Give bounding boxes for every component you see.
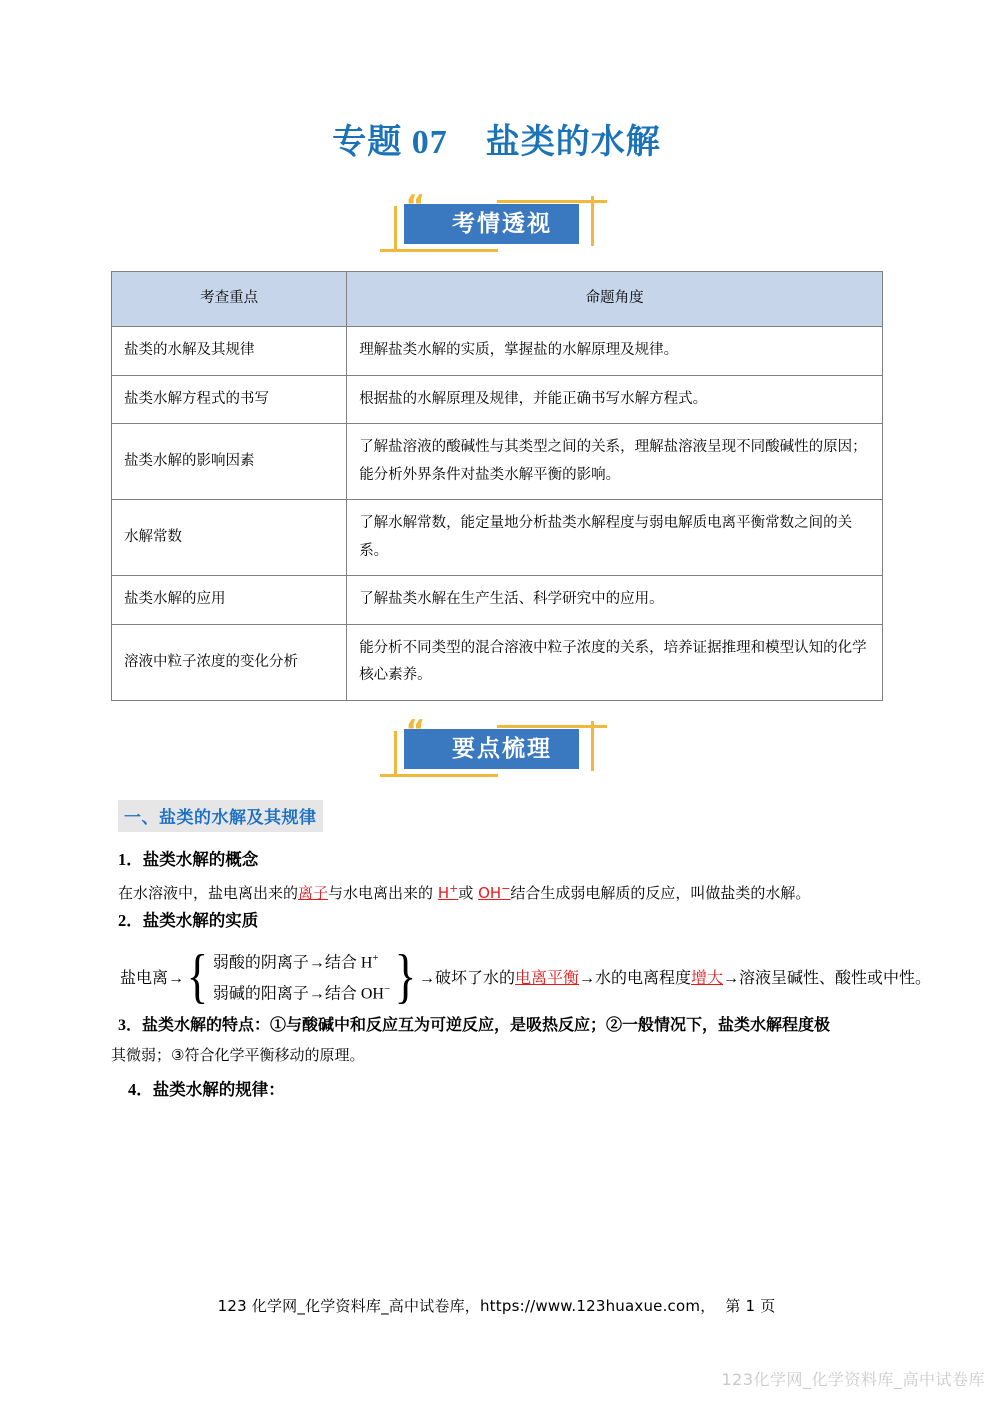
highlight-ion: 离子 (298, 884, 329, 902)
table-row (112, 576, 883, 625)
point-1-text-a: 在水溶液中，盐电离出来的 (118, 884, 299, 902)
formula-tail-b: →水的电离程度 (579, 969, 692, 987)
point-1-text-d: 结合生成弱电解质的反应，叫做盐类的水解。 (510, 884, 811, 902)
badge-label: 考情透视 (452, 210, 552, 237)
table-cell-angle: 能分析不同类型的混合溶液中粒子浓度的关系，培养证据推理和模型认知的化学核心素养。 (347, 624, 883, 700)
point-1-title: 1．盐类水解的概念 (118, 850, 259, 869)
brace-open: { (186, 942, 209, 1009)
table-row (112, 375, 883, 424)
formula-tail-c: →溶液呈碱性、酸性或中性。 (723, 969, 932, 987)
point-2-title: 2．盐类水解的实质 (118, 911, 259, 930)
formula-tail-a: →破坏了水的 (418, 969, 515, 987)
point-1-text-b: 与水电离出来的 (328, 884, 438, 902)
watermark: 123化学网_化学资料库_高中试卷库 (721, 1370, 985, 1389)
table-cell-angle: 理解盐类水解的实质，掌握盐的水解原理及规律。 (347, 327, 883, 376)
table-cell-focus: 盐类的水解及其规律 (112, 327, 347, 376)
badge-accent-line-bottom (380, 249, 498, 252)
point-3-text-cont: 其微弱；③符合化学平衡移动的原理。 (111, 1046, 365, 1064)
formula-brace-rows (211, 945, 392, 1008)
page-footer: 123 化学网_化学资料库_高中试卷库，https://www.123huaxue.com， 第 1 页 (217, 1297, 776, 1315)
formula-lead: 盐电离→ (120, 969, 185, 987)
section-badge-key-points (0, 714, 993, 781)
point-3-line-2 (111, 1040, 883, 1070)
point-3-line-1 (118, 1010, 890, 1041)
exam-overview-table (111, 271, 883, 701)
table-cell-focus: 盐类水解的影响因素 (112, 424, 347, 500)
quote-mark-icon: “ (405, 189, 425, 224)
highlight-oh-minus: OH− (478, 882, 511, 902)
table-cell-focus: 水解常数 (112, 500, 347, 576)
badge-box (404, 729, 579, 769)
point-1-text-c: 或 (458, 884, 479, 902)
hydrolysis-essence-formula (120, 942, 932, 1009)
table-cell-focus: 溶液中粒子浓度的变化分析 (112, 624, 347, 700)
table-cell-angle: 了解盐溶液的酸碱性与其类型之间的关系，理解盐溶液呈现不同酸碱性的原因；能分析外界条件对盐类水解平衡的影响。 (347, 424, 883, 500)
table-cell-focus: 盐类水解方程式的书写 (112, 375, 347, 424)
point-1-body (118, 874, 890, 908)
table-row (112, 500, 883, 576)
table-cell-angle: 了解盐类水解在生产生活、科学研究中的应用。 (347, 576, 883, 625)
table-cell-focus: 盐类水解的应用 (112, 576, 347, 625)
brace-close: } (394, 942, 417, 1009)
section-heading: 一、盐类的水解及其规律 (118, 800, 323, 832)
point-4-title: 4．盐类水解的规律： (128, 1080, 285, 1099)
badge-accent-line-left (394, 206, 397, 252)
table-cell-angle: 根据盐的水解原理及规律，并能正确书写水解方程式。 (347, 375, 883, 424)
table-cell-angle: 了解水解常数，能定量地分析盐类水解程度与弱电解质电离平衡常数之间的关系。 (347, 500, 883, 576)
badge-accent-line-right (591, 196, 594, 246)
badge-accent-line-right (591, 721, 594, 771)
table-header-row (112, 272, 883, 327)
badge-box (404, 204, 579, 244)
table-row (112, 424, 883, 500)
table-row (112, 624, 883, 700)
page-title: 专题 07 盐类的水解 (332, 124, 661, 161)
table-row (112, 327, 883, 376)
section-badge-exam-insight (0, 189, 993, 256)
highlight-h-plus: H+ (437, 882, 459, 902)
table-header-focus: 考查重点 (112, 272, 347, 327)
highlight-ionization-equilibrium: 电离平衡 (515, 969, 580, 987)
formula-row-2: 弱碱的阳离子→结合 OH− (212, 983, 391, 1003)
quote-mark-icon: “ (405, 714, 425, 749)
badge-accent-line-left (394, 731, 397, 777)
point-3-text: 3．盐类水解的特点：①与酸碱中和反应互为可逆反应，是吸热反应；②一般情况下，盐类水解程度极 (118, 1017, 831, 1034)
badge-label: 要点梳理 (452, 735, 552, 762)
table-header-angle: 命题角度 (347, 272, 883, 327)
badge-accent-line-bottom (380, 774, 498, 777)
highlight-increase: 增大 (691, 969, 724, 987)
formula-row-1: 弱酸的阴离子→结合 H+ (212, 952, 379, 972)
